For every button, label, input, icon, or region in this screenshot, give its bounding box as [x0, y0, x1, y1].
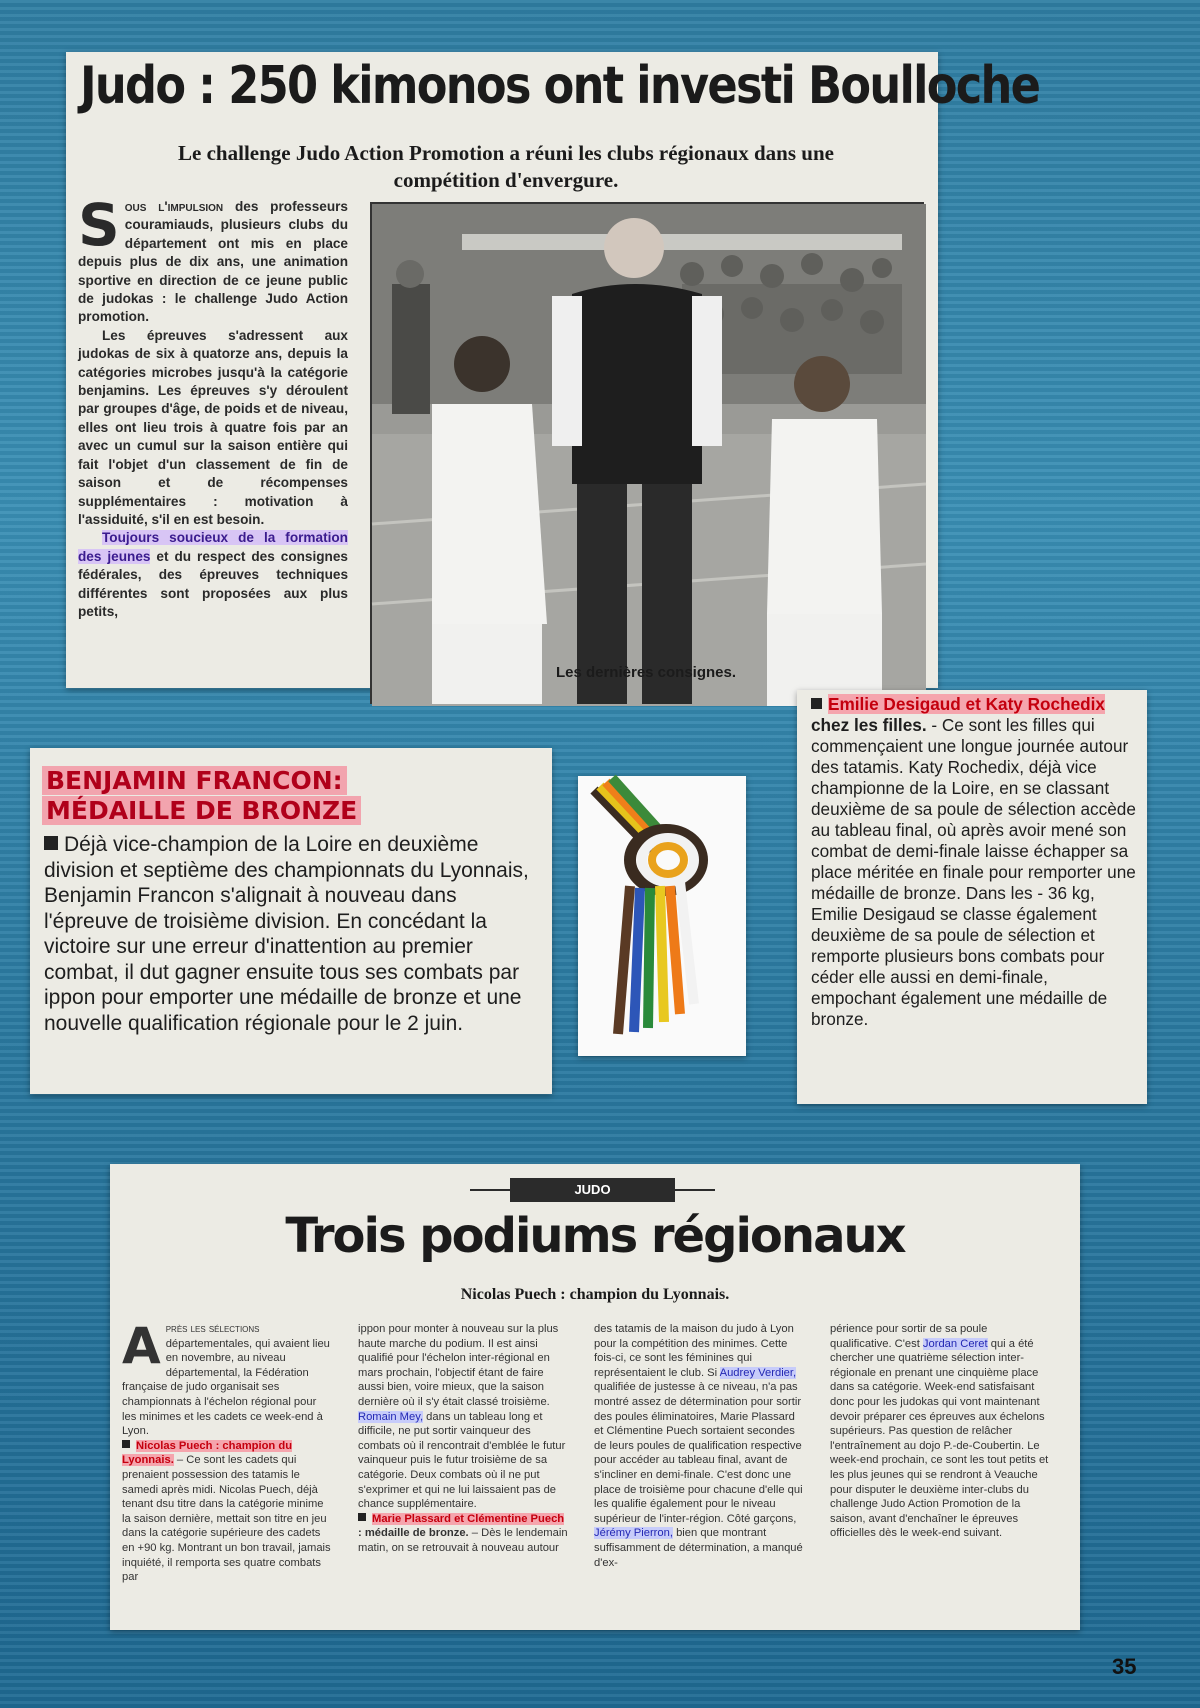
column-text: départementales, qui avaient lieu en novembre, au niveau départemental, la Fédération française de judo organisait ses championnats à l'échelon régional pour les minimes et les cadets ce week-end à Lyon.: [122, 1337, 330, 1438]
subhead: Nicolas Puech : champion du Lyonnais.: [122, 1439, 293, 1467]
judo-belts-illustration: [578, 776, 746, 1056]
column-text: des tatamis de la maison du judo à Lyon pour la compétition des minimes. Cette fois-ci, ce sont les féminines qui représentaient le club. Si: [594, 1323, 794, 1379]
judo-photo-illustration: [372, 204, 926, 706]
square-bullet-icon: [811, 698, 822, 709]
square-bullet-icon: [122, 1440, 130, 1448]
column-text: qui a été chercher une quatrième sélection inter-régionale en prenant une cinquième place dans sa catégorie. Week-end satisfaisant donc pour les judokas qui vont maintenant devoir préparer ces épreuves aux échelons supérieurs. Pas question de relâcher l'entraînement au dojo P.-de-Coubertin. Le week-end prochain, ce sont les tout petits et les plus jeunes qui se rendront à Veauche pour disputer le deuxième inter-clubs du challenge Judo Action Promotion de la saison, avant d'enchaîner le épreuves officielles dès le week-end suivant.: [830, 1337, 1049, 1540]
paragraph-1: des professeurs couramiauds, plusieurs clubs du département ont mis en place depuis plus de dix ans, une animation sportive en direction de ce jeune public de judokas : le challenge Judo Action promotion.: [78, 199, 348, 325]
article-clipping-filles: [797, 690, 1147, 1104]
paragraph-3: et du respect des consignes fédérales, des épreuves techniques différentes sont proposées aux plus petits,: [78, 548, 348, 619]
rubric-rule-left: [470, 1189, 510, 1191]
article-deck: Nicolas Puech : champion du Lyonnais.: [460, 1286, 730, 1303]
column-text: bien que montrant suffisamment de détermination, a manqué d'ex-: [594, 1527, 803, 1569]
column-text: ippon pour monter à nouveau sur la plus haute marche du podium. Il est ainsi qualifié pour l'échelon inter-régional en mars prochain, l'objectif étant de faire aussi bien, voire mieux, que la saison dernière où il s'y était classé troisième.: [358, 1323, 559, 1408]
column-text: dans un tableau long et difficile, ne put sortir vainqueur des combats où il rencontrait d'emblée le futur vainqueur puis le futur troisième de sa catégorie. Deux combats où il ne put s'exprimer et qui ne lui laissaient pas de chance supplémentaire.: [358, 1410, 566, 1511]
subhead-rest: chez les filles.: [811, 715, 927, 735]
lead-smallcaps: ous l'impulsion: [124, 199, 224, 214]
rubric-rule-right: [675, 1189, 715, 1191]
judo-belts-image: [578, 776, 746, 1056]
column-text: – Dès le lendemain matin, on se retrouvait à nouveau autour: [358, 1527, 568, 1554]
lead-smallcaps: près les sélections: [165, 1323, 260, 1335]
article-body: [811, 694, 1137, 1030]
article-column-3: [594, 1322, 804, 1570]
article-headline: [42, 766, 361, 826]
paragraph-2: Les épreuves s'adressent aux judokas de six à quatorze ans, depuis la catégories microbes jusqu'à la catégorie benjamins. Les épreuves s'y déroulent par groupes d'âge, de poids et de niveau, elles ont lieu trois à quatre fois par an avec un cumul sur la saison entière qui fait l'objet d'un classement de fin de saison et de récompenses supplémentaires : motivation à l'assiduité, s'il en est besoin.: [78, 327, 348, 527]
article-clipping-francon: [30, 748, 552, 1094]
article-column-2: [358, 1322, 568, 1556]
highlighted-name: Jérémy Pierron,: [594, 1527, 673, 1540]
drop-cap: A: [122, 1317, 161, 1375]
rubric-label: JUDO: [510, 1178, 675, 1202]
headline-line-1: BENJAMIN FRANCON:: [42, 766, 347, 795]
article-deck: Le challenge Judo Action Promotion a réuni les clubs régionaux dans une compétition d'envergure.: [178, 141, 834, 192]
highlighted-phrase: Toujours soucieux de la formation des jeunes: [78, 530, 348, 564]
highlighted-name: Jordan Ceret: [922, 1337, 988, 1350]
article-clipping-kimonos: [66, 52, 1040, 688]
column-text: – Ce sont les cadets qui prenaient possession des tatamis le samedi après midi. Nicolas Puech, déjà tenant dsu titre dans la catégorie minime la saison dernière, mettait son titre en jeu dans la catégorie supérieure des cadets en +90 kg. Montrant un bon travail, jamais inquiété, il remporta ses quatre combats par: [122, 1454, 331, 1584]
column-text: qualifiée de justesse à ce niveau, n'a pas montré assez de détermination pour sortir des poules éliminatoires, Marie Plassard et Clémentine Puech sortaient secondes de leurs poules de qualification respective pour accéder au tableau final, avant de s'incliner en demi-finale. C'est donc une place de troisième pour chacune d'elle qui les qualifie également pour le niveau supérieur de l'inter-région. Côté garçons,: [594, 1381, 803, 1525]
judo-photo: [370, 202, 924, 704]
page-number: 35: [1112, 1654, 1137, 1679]
drop-cap: S: [78, 191, 120, 259]
highlighted-name: Romain Mey,: [358, 1410, 424, 1423]
article-text: Déjà vice-champion de la Loire en deuxième division et septième des championnats du Lyonnais, Benjamin Francon s'alignait à nouveau dans l'épreuve de troisième division. En concédant la victoire sur une erreur d'inattention au premier combat, il dut gagner ensuite tous ses combats par ippon pour emporter une médaille de bronze et une nouvelle qualification régionale pour le 2 juin.: [44, 833, 529, 1035]
article-headline: Judo : 250 kimonos ont investi Boulloche: [80, 56, 1040, 116]
square-bullet-icon: [44, 836, 58, 850]
article-body-column: [78, 191, 348, 621]
highlighted-names: Emilie Desigaud et Katy Rochedix: [828, 694, 1105, 714]
article-column-4: [830, 1322, 1050, 1541]
article-clipping-podiums: [110, 1164, 1080, 1630]
highlighted-name: Audrey Verdier,: [719, 1366, 797, 1379]
column-text: périence pour sortir de sa poule qualificative. C'est: [830, 1323, 988, 1350]
subhead: Marie Plassard et Clémentine Puech: [372, 1512, 565, 1525]
subhead-rest: : médaille de bronze.: [358, 1527, 469, 1540]
headline-line-2: MÉDAILLE DE BRONZE: [42, 796, 361, 825]
photo-caption: Les dernières consignes.: [555, 664, 737, 681]
square-bullet-icon: [358, 1513, 366, 1521]
article-column-1: [122, 1317, 332, 1585]
article-body: [44, 832, 544, 1036]
article-text: - Ce sont les filles qui commençaient une longue journée autour des tatamis. Katy Rochedix, déjà vice championne de la Loire, en se classant deuxième de sa poule de sélection accède au tableau final, où après avoir mené son combat de demi-finale laisse échapper sa place méritée en finale pour remporter une médaille de bronze. Dans les - 36 kg, Emilie Desigaud se classe également deuxième de sa poule de sélection et remporte plusieurs bons combats pour céder elle aussi en demi-finale, empochant également une médaille de bronze.: [811, 715, 1136, 1029]
article-headline: Trois podiums régionaux: [285, 1208, 905, 1264]
